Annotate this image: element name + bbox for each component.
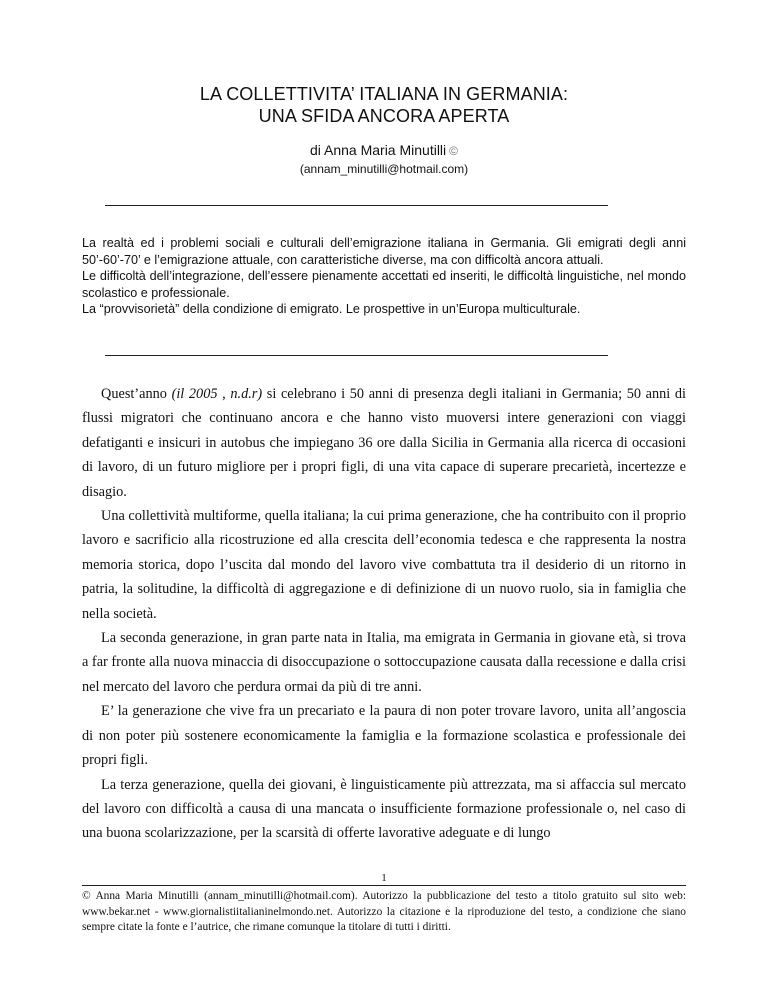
p1-date-note: (il 2005 , n.d.r) xyxy=(171,386,263,402)
author-byline xyxy=(0,141,768,160)
body-paragraph: La seconda generazione, in gran parte nata in Italia, ma emigrata in Germania in giovane età, si trova a far fronte alla nuova minaccia di disoccupazione o sottoccupazione causata dalla recessione e dalla crisi nel mercato del lavoro che perdura ormai da più di tre anni. xyxy=(82,630,686,695)
p1-rest: si celebrano i 50 anni di presenza degli italiani in Germania; 50 anni di flussi migratori che continuano ancora e che hanno visto muoversi intere generazioni con viaggi defatiganti e insicuri in autobus che impiegano 36 ore dalla Sicilia in Germania alla ricerca di occasioni di lavoro, di un futuro migliore per i propri figli, di una vita capace di superare precarietà, incertezze e disagio. xyxy=(82,386,687,500)
abstract xyxy=(82,235,686,318)
author-name: di Anna Maria Minutilli xyxy=(309,142,447,158)
body-paragraph: La terza generazione, quella dei giovani, è linguisticamente più attrezzata, ma si affaccia sul mercato del lavoro con difficoltà a causa di una mancata o insufficiente formazione professionale o, nel caso di una buona scolarizzazione, per la scarsità di offerte lavorative adeguate e di lungo xyxy=(82,776,686,842)
copyright-footnote: © Anna Maria Minutilli (annam_minutilli@hotmail.com). Autorizzo la pubblicazione del testo a titolo gratuito sul sito web: www.bekar.net - www.giornalistiitalianinelmondo.net. Autorizzo la citazione e la riproduzione del testo, a condizione che siano sempre citate la fonte e l’autrice, che rimane comunque la titolare di tutti i diritti. xyxy=(82,890,686,933)
page-number: 1 xyxy=(381,872,387,884)
abstract-paragraph: La “provvisorietà” della condizione di emigrato. Le prospettive in un’Europa multiculturale. xyxy=(82,302,581,316)
author-email: (annam_minutilli@hotmail.com) xyxy=(299,162,469,176)
title-line-1: LA COLLETTIVITA’ ITALIANA IN GERMANIA: xyxy=(199,84,569,104)
p1-start: Quest’anno xyxy=(101,386,172,402)
title-line-2: UNA SFIDA ANCORA APERTA xyxy=(258,106,510,126)
abstract-paragraph: La realtà ed i problemi sociali e culturali dell’emigrazione italiana in Germania. Gli emigrati degli anni 50’-60’-70’ e l’emigrazione attuale, con caratteristiche diverse, ma con difficoltà ancora attuali. xyxy=(82,236,686,267)
body-paragraph xyxy=(82,382,686,504)
copyright-symbol: © xyxy=(449,144,458,158)
body-paragraph: E’ la generazione che vive fra un precariato e la paura di non poter trovare lavoro, unita all’angoscia di non poter più sostenere economicamente la famiglia e la formazione scolastica e professionale dei propri figli. xyxy=(82,703,686,769)
article-body xyxy=(82,382,686,846)
abstract-paragraph: Le difficoltà dell’integrazione, dell’essere pienamente accettati ed inseriti, le difficoltà linguistiche, nel mondo scolastico e professionale. xyxy=(82,269,686,300)
separator-top xyxy=(105,205,608,206)
body-paragraph: Una collettività multiforme, quella italiana; la cui prima generazione, che ha contribuito con il proprio lavoro e sacrificio alla ricostruzione ed alla crescita dell’economia tedesca e che rappresenta la nostra memoria storica, dopo l’uscita dal mondo del lavoro vive combattuta tra il desiderio di un ritorno in patria, la solitudine, la difficoltà di aggregazione e di definizione di un nuovo ruolo, sia in famiglia che nella società. xyxy=(82,508,686,622)
separator-bottom xyxy=(105,355,608,356)
footnote-separator xyxy=(82,885,686,886)
